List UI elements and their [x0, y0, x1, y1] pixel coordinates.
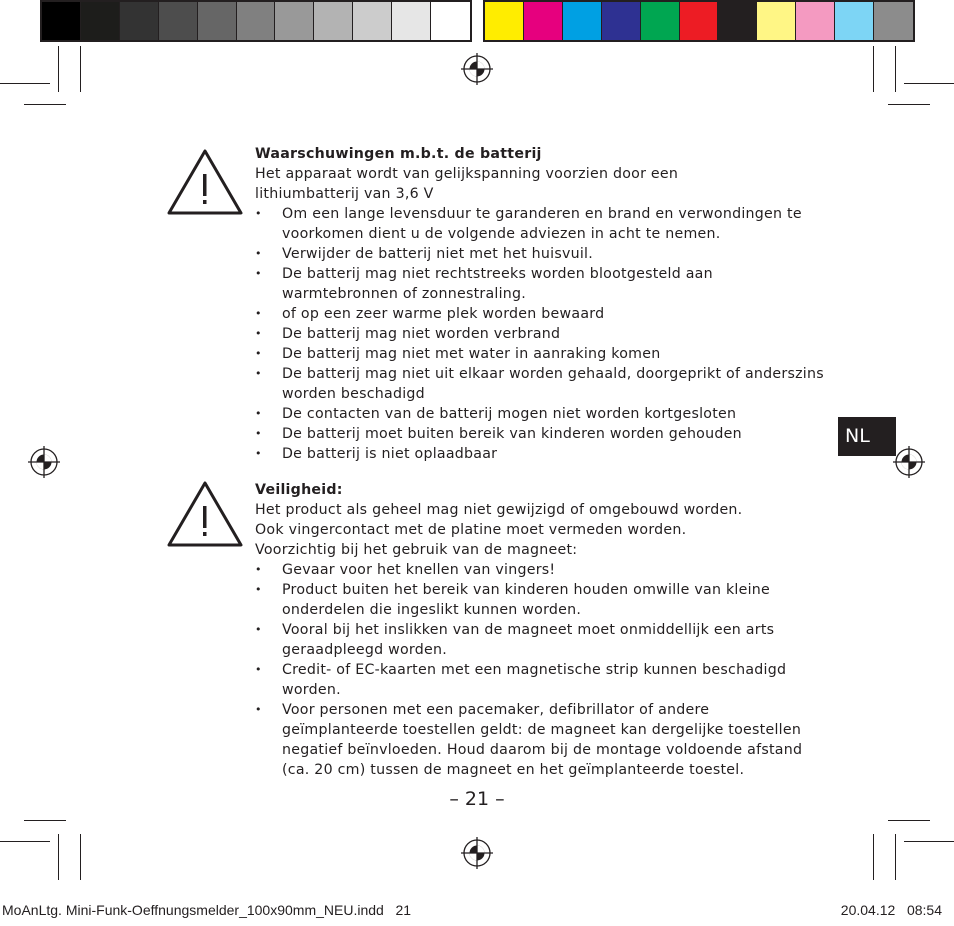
warning-triangle-icon: [166, 480, 244, 548]
crop-mark-top-left-h: [0, 83, 50, 84]
slug-filename: MoAnLtg. Mini-Funk-Oeffnungsmelder_100x90mm_NEU.indd 21: [2, 902, 412, 918]
gray-swatch: [198, 2, 237, 40]
crop-mark-top-left-v: [58, 46, 59, 92]
gray-color-bar: [40, 0, 472, 42]
crop-mark-bottom-left-h: [24, 820, 66, 821]
slug-datetime: 20.04.12 08:54: [840, 902, 942, 918]
language-tab: NL: [838, 417, 896, 456]
crop-mark-top-right-h: [904, 83, 954, 84]
list-item: • Voor personen met een pacemaker, defibrillator of andere geïmplanteerde toestellen geldt: de magneet kan dergelijke toestellen negatief beïnvloeden. Houd daarom bij de montage voldoende afstand (ca. 20 cm) tussen de magneet en het geïmplanteerde toestel.: [255, 700, 825, 780]
crop-mark-bottom-left-h2: [0, 841, 50, 842]
process-swatch: [641, 2, 680, 40]
process-swatch: [757, 2, 796, 40]
process-swatch: [796, 2, 835, 40]
gray-swatch: [392, 2, 431, 40]
section-heading: Waarschuwingen m.b.t. de batterij: [255, 146, 542, 162]
registration-mark-icon: [28, 446, 60, 478]
crop-mark-bottom-right-h: [888, 820, 930, 821]
gray-swatch: [275, 2, 314, 40]
list-item: • De batterij mag niet uit elkaar worden gehaald, doorgeprikt of anderszins worden beschadigd: [255, 364, 825, 404]
crop-mark-bottom-left-v2: [80, 834, 81, 880]
list-item: • of op een zeer warme plek worden bewaard: [255, 304, 825, 324]
list-item: • De batterij mag niet worden verbrand: [255, 324, 825, 344]
gray-swatch: [120, 2, 159, 40]
gray-swatch: [159, 2, 198, 40]
list-item: • Product buiten het bereik van kinderen houden omwille van kleine onderdelen die ingeslikt kunnen worden.: [255, 580, 825, 620]
registration-mark-icon: [893, 446, 925, 478]
list-item: • De batterij mag niet met water in aanraking komen: [255, 344, 825, 364]
list-item: • De contacten van de batterij mogen niet worden kortgesloten: [255, 404, 825, 424]
gray-swatch: [353, 2, 392, 40]
crop-mark-top-right-h2: [888, 104, 930, 105]
process-swatch: [602, 2, 641, 40]
page-number: – 21 –: [449, 788, 505, 810]
crop-mark-top-right-v: [873, 46, 874, 92]
intro-line: Het apparaat wordt van gelijkspanning voorzien door een: [255, 166, 679, 182]
process-swatch: [874, 2, 913, 40]
battery-warning-list: [255, 204, 825, 464]
list-item: • De batterij moet buiten bereik van kinderen worden gehouden: [255, 424, 825, 444]
list-item: • Credit- of EC-kaarten met een magnetische strip kunnen beschadigd worden.: [255, 660, 825, 700]
crop-mark-top-left-h2: [24, 104, 66, 105]
process-swatch: [524, 2, 563, 40]
crop-mark-top-right-v2: [895, 46, 896, 92]
process-swatch: [680, 2, 719, 40]
process-swatch: [563, 2, 602, 40]
intro-line: lithiumbatterij van 3,6 V: [255, 186, 434, 202]
list-item: • Vooral bij het inslikken van de magneet moet onmiddellijk een arts geraadpleegd worden.: [255, 620, 825, 660]
list-item: • Verwijder de batterij niet met het huisvuil.: [255, 244, 825, 264]
list-item: • Gevaar voor het knellen van vingers!: [255, 560, 825, 580]
process-swatch: [718, 2, 757, 40]
list-item: • Om een lange levensduur te garanderen en brand en verwondingen te voorkomen dient u de volgende adviezen in acht te nemen.: [255, 204, 825, 244]
crop-mark-top-left-v2: [80, 46, 81, 92]
warning-triangle-icon: [166, 148, 244, 216]
crop-mark-bottom-left-v: [58, 834, 59, 880]
crop-mark-bottom-right-v2: [895, 834, 896, 880]
list-item: • De batterij mag niet rechtstreeks worden blootgesteld aan warmtebronnen of zonnestraling.: [255, 264, 825, 304]
gray-swatch: [314, 2, 353, 40]
crop-mark-bottom-right-h2: [904, 841, 954, 842]
process-color-bar: [483, 0, 915, 42]
crop-mark-bottom-right-v: [873, 834, 874, 880]
magnet-warning-list: [255, 560, 825, 780]
list-item: • De batterij is niet oplaadbaar: [255, 444, 825, 464]
process-swatch: [485, 2, 524, 40]
process-swatch: [835, 2, 874, 40]
paragraph: Voorzichtig bij het gebruik van de magneet:: [255, 542, 578, 558]
section-heading: Veiligheid:: [255, 482, 343, 498]
gray-swatch: [42, 2, 81, 40]
battery-warnings-section: [255, 144, 825, 464]
paragraph: Het product als geheel mag niet gewijzigd of omgebouwd worden.: [255, 502, 743, 518]
registration-mark-icon: [461, 837, 493, 869]
gray-swatch: [81, 2, 120, 40]
paragraph: Ook vingercontact met de platine moet vermeden worden.: [255, 522, 687, 538]
safety-section: [255, 480, 825, 780]
gray-swatch: [237, 2, 276, 40]
registration-mark-icon: [461, 53, 493, 85]
gray-swatch: [431, 2, 470, 40]
